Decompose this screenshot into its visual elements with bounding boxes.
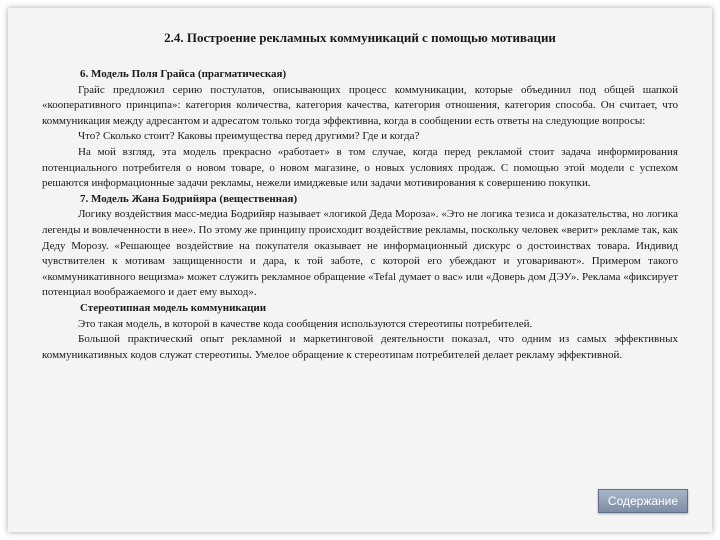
slide-content [42,67,678,363]
stereotype-heading: Стереотипная модель коммуникации [80,301,267,314]
grice-paragraph-3: На мой взгляд, эта модель прекрасно «работает» в том случае, когда перед рекламой стоит задача информирования потенциального потребителя о новом товаре, о новом магазине, о новых условиях продаж. С помощью этой модели с успехом решаются информационные задачи рекламы, нежели имиджевые или задачи мотивирования к совершению покупки. [42,145,678,190]
baudrillard-heading: 7. Модель Жана Бодрийяра (вещественная) [80,192,298,205]
stereotype-paragraph-2: Большой практический опыт рекламной и маркетинговой деятельности показал, что одним из самых эффективных коммуникативных кодов служат стереотипы. Умелое обращение к стереотипам потребителей делает рекламу эффективной. [42,333,678,361]
grice-heading: 6. Модель Поля Грайса (прагматическая) [80,68,287,80]
table-of-contents-button[interactable]: Содержание [598,489,688,513]
page-title: 2.4. Построение рекламных коммуникаций с помощью мотивации [164,30,556,45]
baudrillard-paragraph-1: Логику воздействия масс-медиа Бодрийяр называет «логикой Деда Мороза». «Это не логика тезиса и доказательства, но логика легенды и вовлеченности в нее». По этому же принципу происходит воздействие рекламы, поскольку человек «верит» рекламе так, как Деду Морозу. «Решающее воздействие на покупателя оказывает не информационный дискурс о достоинствах товара. Индивид чувствителен к мотивам защищенности и дара, к той заботе, с которой его убеждают и уговаривают». Примером такого «коммуникативного вещизма» может служить рекламное обращение «Tefal думает о вас» или «Доверь дом ДЭУ». Реклама «фиксирует потенциал воображаемого и дает ему выход». [42,208,678,299]
stereotype-paragraph-1: Это такая модель, в которой в качестве кода сообщения используются стереотипы потребителей. [78,317,533,330]
grice-paragraph-2: Что? Сколько стоит? Каковы преимущества перед другими? Где и когда? [78,130,420,143]
grice-paragraph-1: Грайс предложил серию постулатов, описывающих процесс коммуникации, которые объединил под общей шапкой «кооперативного принципа»: категория количества, категория качества, категория отношения, категория способа. Он считает, что коммуникация между адресантом и адресатом только тогда эффективна, когда в сообщении есть ответы на следующие вопросы: [42,83,678,127]
